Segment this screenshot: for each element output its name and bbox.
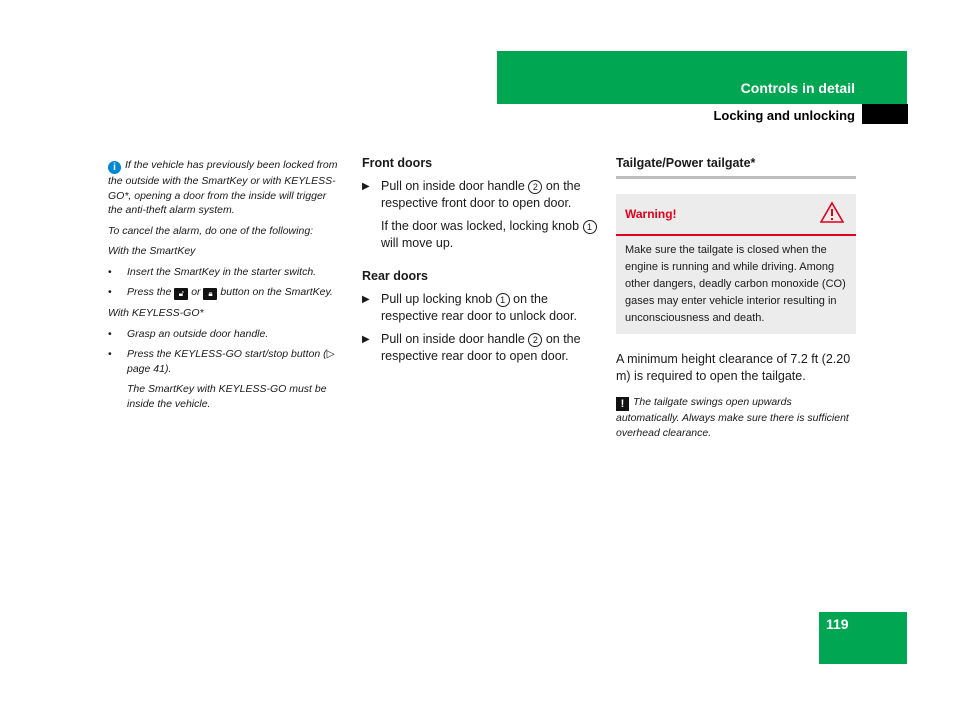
page-number: 119 — [826, 616, 849, 632]
list-item: ▶ Pull on inside door handle 2 on the respective front door to open door. — [362, 179, 581, 210]
callout-number: 2 — [528, 333, 542, 347]
cancel-alarm-text: To cancel the alarm, do one of the following: — [108, 224, 314, 237]
warning-box — [616, 194, 856, 334]
section-tab-marker — [862, 104, 908, 124]
keyless-note: The SmartKey with KEYLESS-GO must be inside the vehicle. — [127, 383, 327, 410]
subsection-title: Locking and unlocking — [713, 108, 855, 123]
bullet-icon: • — [108, 327, 112, 340]
warning-text: Make sure the tailgate is closed when the engine is running and while driving. Among other dangers, deadly carbon monoxide (CO) gases may enter vehicle interior resulting in unconsciousness and death. — [625, 244, 846, 324]
info-column — [108, 158, 338, 417]
warning-header — [616, 194, 856, 236]
smartkey-heading: With the SmartKey — [108, 245, 196, 257]
front-doors-heading: Front doors — [362, 156, 433, 170]
step-arrow-icon: ▶ — [362, 294, 370, 305]
unlock-key-icon: 🔓︎ — [174, 288, 188, 300]
tailgate-title: Tailgate/Power tailgate* — [616, 155, 856, 179]
warning-triangle-icon — [820, 201, 844, 223]
list-item: • Press the KEYLESS-GO start/stop button (▷ page 41). — [108, 348, 335, 375]
keyless-heading: With KEYLESS-GO* — [108, 307, 204, 319]
exclamation-icon: ! — [616, 397, 629, 411]
clearance-text: A minimum height clearance of 7.2 ft (2.20 m) is required to open the tailgate. — [616, 352, 851, 383]
tailgate-column — [616, 155, 856, 441]
bullet-icon: • — [108, 286, 112, 298]
info-paragraph — [108, 158, 338, 218]
info-icon: i — [108, 161, 121, 174]
callout-number: 1 — [496, 293, 510, 307]
section-title: Controls in detail — [740, 80, 855, 96]
bullet-icon: • — [108, 265, 112, 278]
info-text: If the vehicle has previously been locked from the outside with the SmartKey or with KEYLESS-GO*, opening a door from the inside will trigger the anti-theft alarm system. — [108, 159, 338, 216]
page-number-box — [819, 612, 907, 664]
rear-doors-heading: Rear doors — [362, 269, 428, 283]
list-item: • Press the 🔓︎ or 🔒︎ button on the SmartKey. — [108, 286, 333, 298]
list-item: • Grasp an outside door handle. — [108, 327, 269, 340]
warning-label: Warning! — [625, 207, 677, 221]
caution-note: ! The tailgate swings open upwards automatically. Always make sure there is sufficient overhead clearance. — [616, 396, 849, 439]
lock-key-icon: 🔒︎ — [203, 288, 217, 300]
list-item: • Insert the SmartKey in the starter switch. — [108, 265, 317, 278]
bullet-icon: • — [108, 348, 112, 360]
callout-number: 2 — [528, 180, 542, 194]
doors-column — [362, 155, 602, 371]
list-item: ▶ Pull on inside door handle 2 on the respective rear door to open door. — [362, 332, 581, 363]
step-arrow-icon: ▶ — [362, 181, 370, 192]
step-arrow-icon: ▶ — [362, 334, 370, 345]
callout-number: 1 — [583, 220, 597, 234]
front-doors-note: If the door was locked, locking knob 1 will move up. — [362, 218, 602, 252]
header-band — [497, 51, 907, 104]
list-item: ▶ Pull up locking knob 1 on the respective rear door to unlock door. — [362, 292, 577, 323]
